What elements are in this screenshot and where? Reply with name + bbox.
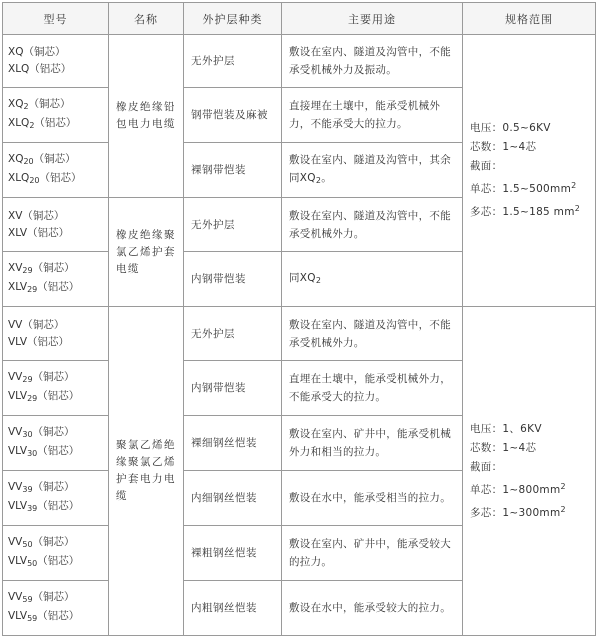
sheath-cell: 裸粗钢丝恺装 — [184, 526, 282, 581]
header-spec: 规格范围 — [463, 3, 596, 35]
header-name: 名称 — [109, 3, 184, 35]
usage-cell: 直接埋在土壤中，能承受机械外力，不能承受大的拉力。 — [282, 88, 463, 143]
model-copper: VV（铜芯） — [8, 318, 65, 331]
model-aluminum: $VLV_{39}$（铝芯） — [8, 500, 80, 513]
header-sheath: 外护层种类 — [184, 3, 282, 35]
header-model: 型号 — [3, 3, 109, 35]
spec-voltage: 电压：0.5~6KV — [470, 122, 551, 134]
model-cell — [3, 307, 109, 361]
sheath-cell: 内钢带恺装 — [184, 252, 282, 307]
model-aluminum: $VLV_{50}$（铝芯） — [8, 555, 80, 568]
header-usage: 主要用途 — [282, 3, 463, 35]
model-aluminum: $VLV_{29}$（铝芯） — [8, 390, 80, 403]
sheath-cell: 裸钢带恺装 — [184, 143, 282, 198]
sheath-cell: 钢带恺装及麻被 — [184, 88, 282, 143]
spec-single-core: 单芯：$1.5\sim 500mm^2$ — [470, 181, 577, 195]
model-cell — [3, 35, 109, 88]
usage-cell: 敷设在水中，能承受相当的拉力。 — [282, 471, 463, 526]
model-aluminum: $XLQ_{20}$（铝芯） — [8, 172, 82, 185]
model-copper: $VV_{59}$（铜芯） — [8, 591, 75, 604]
spec-single-core: 单芯：$1\sim 800mm^2$ — [470, 481, 566, 496]
model-aluminum: $XLQ_2$（铝芯） — [8, 117, 77, 130]
usage-cell: 直埋在土壤中，能承受机械外力，不能承受大的拉力。 — [282, 361, 463, 416]
spec-cores: 芯数：1~4芯 — [470, 141, 537, 153]
usage-cell: 敷设在水中，能承受较大的拉力。 — [282, 581, 463, 636]
sheath-cell: 内钢带恺装 — [184, 361, 282, 416]
usage-cell: 敷设在室内、矿井中，能承受较大的拉力。 — [282, 526, 463, 581]
model-copper: XQ（铜芯） — [8, 46, 66, 58]
spec-section: 截面： — [470, 460, 503, 473]
cable-spec-table — [2, 2, 596, 636]
model-cell — [3, 198, 109, 252]
model-cell — [3, 416, 109, 471]
model-cell — [3, 361, 109, 416]
sheath-cell: 无外护层 — [184, 35, 282, 88]
spec-multi-core: 多芯：$1\sim 300mm^2$ — [470, 504, 566, 519]
model-copper: $VV_{50}$（铜芯） — [8, 536, 75, 549]
table-header-row — [3, 3, 596, 35]
usage-cell: 敷设在室内、隧道及沟管中，不能承受机械外力。 — [282, 307, 463, 361]
sheath-cell: 内粗钢丝恺装 — [184, 581, 282, 636]
model-aluminum: XLV（铝芯） — [8, 226, 70, 239]
spec-cell — [463, 307, 596, 636]
model-copper: $XQ_2$（铜芯） — [8, 98, 71, 111]
spec-cell — [463, 35, 596, 307]
sheath-cell: 内细钢丝恺装 — [184, 471, 282, 526]
table-row — [3, 307, 596, 361]
cable-name-cell: 聚氯乙烯绝缘聚氯乙烯护套电力电缆 — [109, 307, 184, 636]
model-aluminum: VLV（铝芯） — [8, 335, 70, 348]
model-copper: $VV_{39}$（铜芯） — [8, 481, 75, 494]
model-cell — [3, 88, 109, 143]
model-cell — [3, 471, 109, 526]
model-copper: $XV_{29}$（铜芯） — [8, 262, 75, 275]
model-copper: $VV_{29}$（铜芯） — [8, 371, 75, 384]
model-copper: XV（铜芯） — [8, 209, 65, 222]
model-copper: $XQ_{20}$（铜芯） — [8, 153, 76, 166]
cable-name-cell: 橡皮绝缘聚氯乙烯护套电缆 — [109, 198, 184, 307]
spec-voltage: 电压：1、6KV — [470, 422, 542, 435]
model-cell — [3, 526, 109, 581]
model-aluminum: XLQ（铝芯） — [8, 63, 72, 75]
model-cell — [3, 143, 109, 198]
sheath-cell: 裸细钢丝恺装 — [184, 416, 282, 471]
usage-cell: 敷设在室内、矿井中，能承受机械外力和相当的拉力。 — [282, 416, 463, 471]
table-row — [3, 35, 596, 88]
usage-cell: 同$XQ_2$ — [282, 252, 463, 307]
model-cell — [3, 581, 109, 636]
usage-cell: 敷设在室内、隧道及沟管中，不能承受机械外力及振动。 — [282, 35, 463, 88]
cable-name-cell: 橡皮绝缘铅包电力电缆 — [109, 35, 184, 198]
sheath-cell: 无外护层 — [184, 307, 282, 361]
usage-cell: 敷设在室内、隧道及沟管中，其余同$XQ_2$。 — [282, 143, 463, 198]
usage-cell: 敷设在室内、隧道及沟管中，不能承受机械外力。 — [282, 198, 463, 252]
model-copper: $VV_{30}$（铜芯） — [8, 426, 75, 439]
model-aluminum: $VLV_{59}$（铝芯） — [8, 610, 80, 623]
sheath-cell: 无外护层 — [184, 198, 282, 252]
spec-section: 截面： — [470, 160, 503, 172]
model-cell — [3, 252, 109, 307]
model-aluminum: $VLV_{30}$（铝芯） — [8, 445, 80, 458]
spec-cores: 芯数：1~4芯 — [470, 441, 537, 454]
model-aluminum: $XLV_{29}$（铝芯） — [8, 281, 80, 294]
spec-multi-core: 多芯：1.5~185 $mm^2$ — [470, 204, 581, 218]
